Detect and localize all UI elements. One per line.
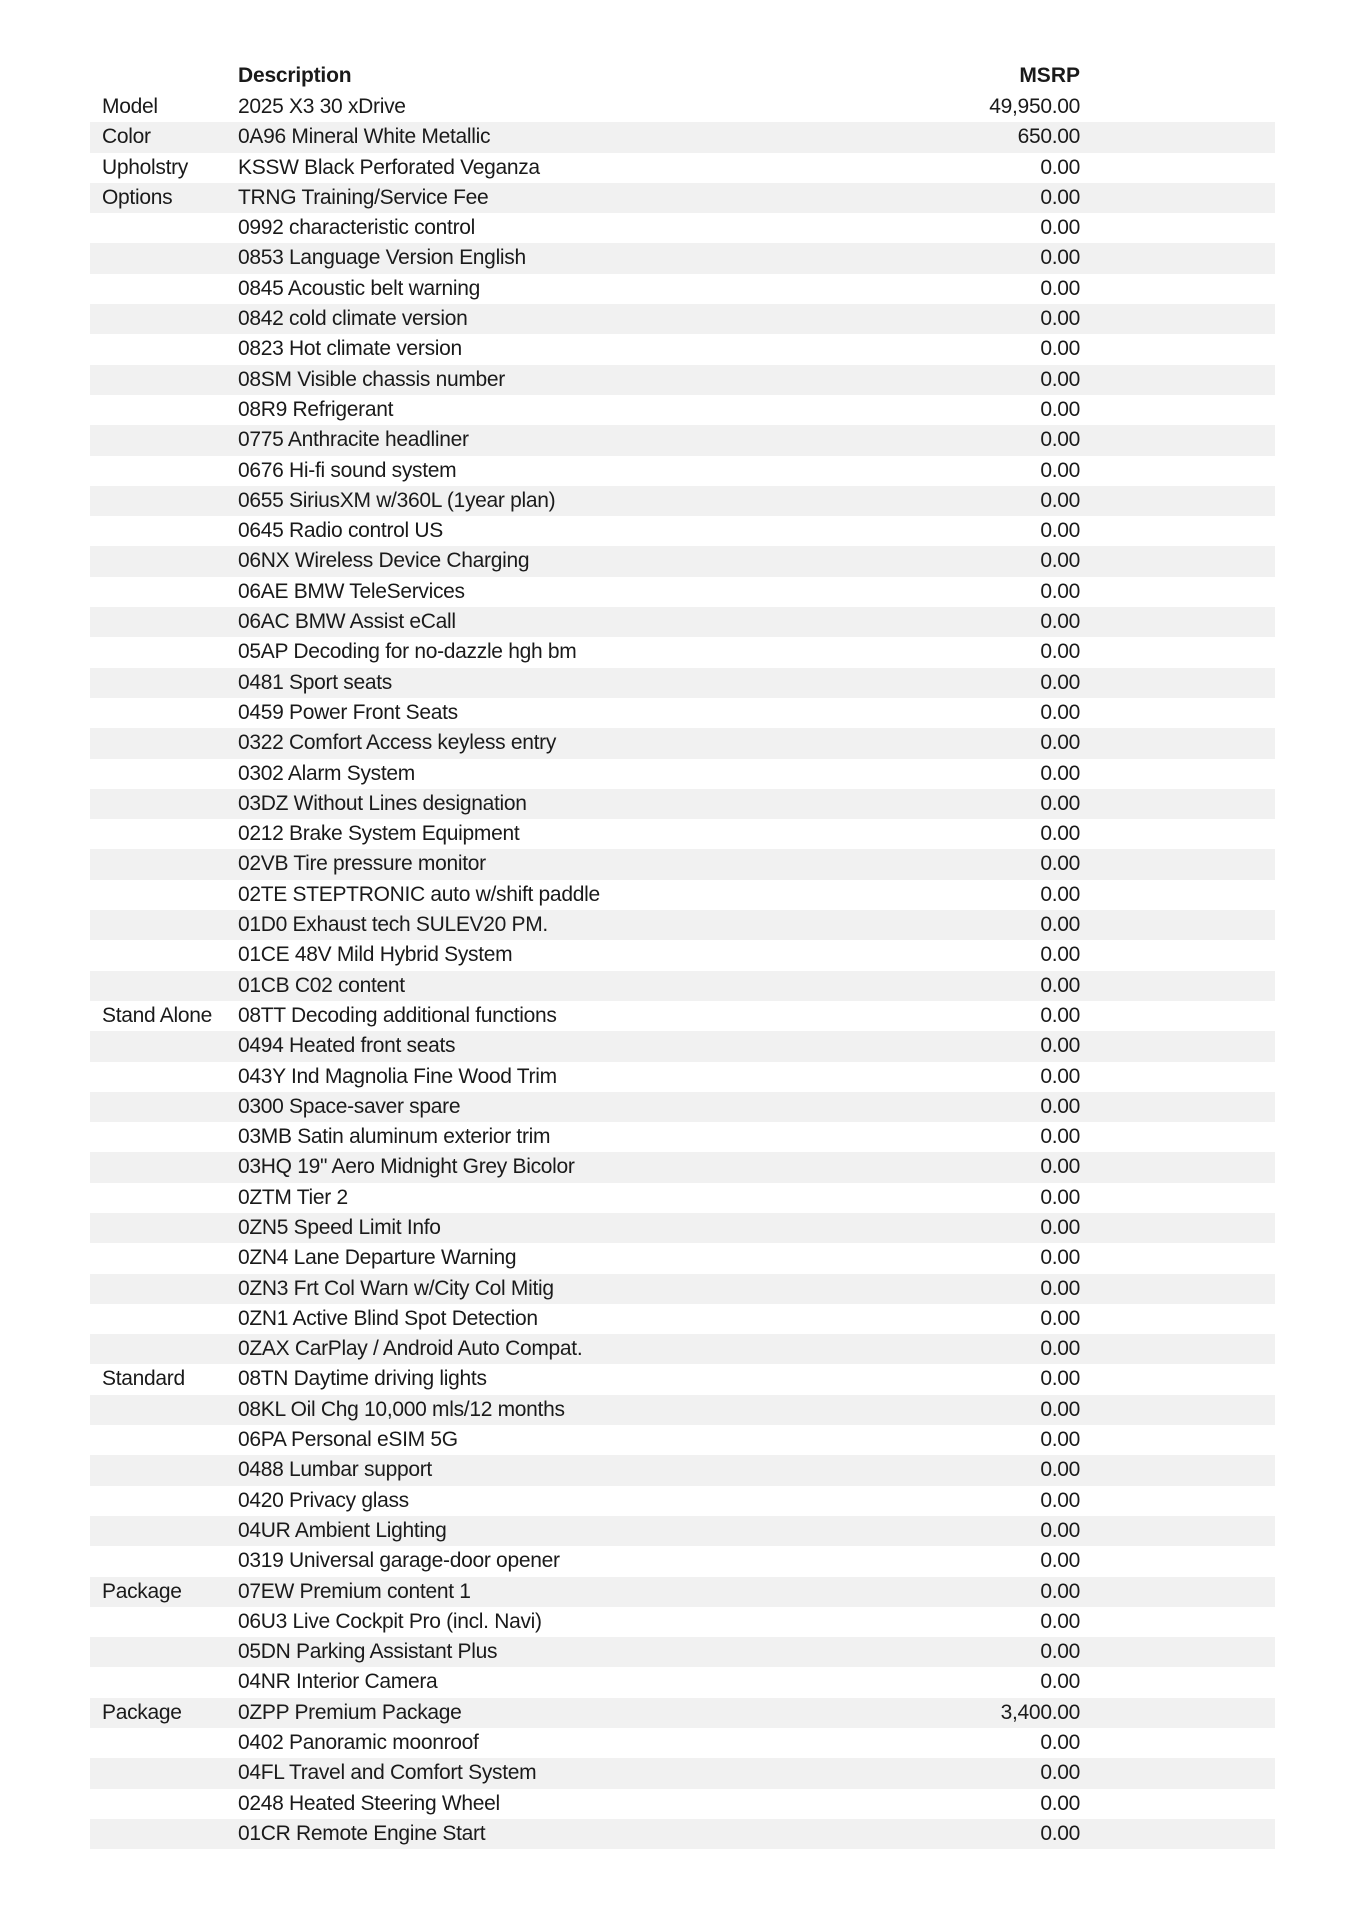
msrp-cell: 0.00 <box>1040 1458 1080 1482</box>
category-cell: Standard <box>102 1367 185 1391</box>
msrp-cell: 0.00 <box>1040 913 1080 937</box>
description-cell: 08KL Oil Chg 10,000 mls/12 months <box>238 1397 565 1421</box>
msrp-cell: 0.00 <box>1040 1215 1080 1239</box>
table-row <box>90 698 1275 728</box>
description-column-header: Description <box>238 64 352 87</box>
description-cell: 0845 Acoustic belt warning <box>238 276 481 300</box>
table-row <box>90 880 1275 910</box>
description-cell: 0494 Heated front seats <box>238 1034 456 1058</box>
msrp-cell: 0.00 <box>1040 276 1080 300</box>
category-cell: Color <box>102 125 151 149</box>
description-cell: 0402 Panoramic moonroof <box>238 1731 479 1755</box>
description-cell: 08TT Decoding additional functions <box>238 1003 557 1027</box>
description-cell: 0ZN1 Active Blind Spot Detection <box>238 1306 538 1330</box>
table-row <box>90 1334 1275 1364</box>
description-cell: 04FL Travel and Comfort System <box>238 1761 537 1785</box>
description-cell: 02VB Tire pressure monitor <box>238 852 486 876</box>
msrp-cell: 0.00 <box>1040 761 1080 785</box>
msrp-cell: 0.00 <box>1040 822 1080 846</box>
table-row <box>90 395 1275 425</box>
table-row <box>90 1122 1275 1152</box>
table-row <box>90 122 1275 152</box>
table-row <box>90 759 1275 789</box>
table-row <box>90 365 1275 395</box>
category-cell: Upholstry <box>102 155 188 179</box>
msrp-cell: 0.00 <box>1040 185 1080 209</box>
msrp-cell: 0.00 <box>1040 1185 1080 1209</box>
description-cell: 08SM Visible chassis number <box>238 367 505 391</box>
table-row <box>90 1092 1275 1122</box>
description-cell: 03DZ Without Lines designation <box>238 791 527 815</box>
table-row <box>90 1243 1275 1273</box>
table-row <box>90 1031 1275 1061</box>
description-cell: 0823 Hot climate version <box>238 337 462 361</box>
table-row <box>90 789 1275 819</box>
description-cell: 0ZPP Premium Package <box>238 1700 462 1724</box>
table-row <box>90 153 1275 183</box>
description-cell: 0248 Heated Steering Wheel <box>238 1791 500 1815</box>
msrp-cell: 0.00 <box>1040 1367 1080 1391</box>
msrp-cell: 0.00 <box>1040 246 1080 270</box>
description-cell: 06AC BMW Assist eCall <box>238 610 456 634</box>
description-cell: 043Y Ind Magnolia Fine Wood Trim <box>238 1064 557 1088</box>
msrp-cell: 0.00 <box>1040 519 1080 543</box>
description-cell: 0212 Brake System Equipment <box>238 822 520 846</box>
table-row <box>90 304 1275 334</box>
description-cell: 04NR Interior Camera <box>238 1670 438 1694</box>
msrp-cell: 0.00 <box>1040 1609 1080 1633</box>
msrp-cell: 0.00 <box>1040 1731 1080 1755</box>
description-cell: 05DN Parking Assistant Plus <box>238 1640 498 1664</box>
description-cell: 01CE 48V Mild Hybrid System <box>238 943 513 967</box>
msrp-cell: 0.00 <box>1040 307 1080 331</box>
category-cell: Package <box>102 1700 182 1724</box>
line-items <box>90 92 1275 1849</box>
category-cell: Model <box>102 95 158 118</box>
table-row <box>90 1395 1275 1425</box>
category-cell: Package <box>102 1579 182 1603</box>
table-row <box>90 910 1275 940</box>
table-row <box>90 1728 1275 1758</box>
msrp-cell: 0.00 <box>1040 1306 1080 1330</box>
description-cell: 0655 SiriusXM w/360L (1year plan) <box>238 488 556 512</box>
msrp-cell: 0.00 <box>1040 852 1080 876</box>
msrp-cell: 0.00 <box>1040 1549 1080 1573</box>
description-cell: 02TE STEPTRONIC auto w/shift paddle <box>238 882 600 906</box>
table-row <box>90 849 1275 879</box>
table-row <box>90 1304 1275 1334</box>
msrp-column-header: MSRP <box>1019 64 1080 87</box>
msrp-cell: 0.00 <box>1040 1003 1080 1027</box>
table-row <box>90 1546 1275 1576</box>
description-cell: TRNG Training/Service Fee <box>238 185 489 209</box>
msrp-cell: 0.00 <box>1040 1761 1080 1785</box>
description-cell: 06AE BMW TeleServices <box>238 579 465 603</box>
table-row <box>90 1274 1275 1304</box>
table-row <box>90 940 1275 970</box>
description-cell: 0842 cold climate version <box>238 307 468 331</box>
description-cell: 0853 Language Version English <box>238 246 526 270</box>
msrp-cell: 0.00 <box>1040 1276 1080 1300</box>
msrp-cell: 0.00 <box>1040 700 1080 724</box>
description-cell: KSSW Black Perforated Veganza <box>238 155 540 179</box>
table-row <box>90 1455 1275 1485</box>
table-row <box>90 668 1275 698</box>
table-row <box>90 274 1275 304</box>
description-cell: 05AP Decoding for no-dazzle hgh bm <box>238 640 577 664</box>
msrp-cell: 0.00 <box>1040 1518 1080 1542</box>
description-cell: 08R9 Refrigerant <box>238 397 394 421</box>
description-cell: 0302 Alarm System <box>238 761 415 785</box>
table-row <box>90 1486 1275 1516</box>
msrp-cell: 0.00 <box>1040 610 1080 634</box>
description-cell: 0488 Lumbar support <box>238 1458 432 1482</box>
msrp-cell: 0.00 <box>1040 458 1080 482</box>
description-cell: 0ZN4 Lane Departure Warning <box>238 1246 517 1270</box>
table-row <box>90 92 1275 122</box>
table-row <box>90 1758 1275 1788</box>
description-cell: 0420 Privacy glass <box>238 1488 409 1512</box>
table-row <box>90 1819 1275 1849</box>
table-row <box>90 486 1275 516</box>
msrp-cell: 0.00 <box>1040 1155 1080 1179</box>
table-row <box>90 637 1275 667</box>
msrp-cell: 0.00 <box>1040 882 1080 906</box>
msrp-cell: 0.00 <box>1040 943 1080 967</box>
table-row <box>90 213 1275 243</box>
table-row <box>90 243 1275 273</box>
description-cell: 0459 Power Front Seats <box>238 700 458 724</box>
table-row <box>90 1516 1275 1546</box>
table-row <box>90 1637 1275 1667</box>
msrp-cell: 650.00 <box>1017 125 1080 149</box>
description-cell: 06PA Personal eSIM 5G <box>238 1428 458 1452</box>
msrp-cell: 0.00 <box>1040 1064 1080 1088</box>
msrp-cell: 0.00 <box>1040 1488 1080 1512</box>
table-row <box>90 1001 1275 1031</box>
description-cell: 2025 X3 30 xDrive <box>238 95 406 118</box>
table-row <box>90 607 1275 637</box>
category-cell: Options <box>102 185 173 209</box>
table-row <box>90 546 1275 576</box>
table-row <box>90 1062 1275 1092</box>
table-row <box>90 1667 1275 1697</box>
table-row <box>90 1152 1275 1182</box>
msrp-cell: 0.00 <box>1040 1125 1080 1149</box>
table-row <box>90 819 1275 849</box>
description-cell: 0ZTM Tier 2 <box>238 1185 348 1209</box>
description-cell: 03MB Satin aluminum exterior trim <box>238 1125 551 1149</box>
table-row <box>90 425 1275 455</box>
description-cell: 0645 Radio control US <box>238 519 443 543</box>
msrp-cell: 49,950.00 <box>989 95 1080 118</box>
description-cell: 08TN Daytime driving lights <box>238 1367 487 1391</box>
table-row <box>90 1698 1275 1728</box>
description-cell: 01CR Remote Engine Start <box>238 1821 486 1845</box>
price-sheet <box>90 62 1275 1849</box>
table-row <box>90 1577 1275 1607</box>
msrp-cell: 0.00 <box>1040 155 1080 179</box>
description-cell: 03HQ 19" Aero Midnight Grey Bicolor <box>238 1155 575 1179</box>
msrp-cell: 0.00 <box>1040 1094 1080 1118</box>
msrp-cell: 0.00 <box>1040 1821 1080 1845</box>
msrp-cell: 0.00 <box>1040 549 1080 573</box>
table-row <box>90 334 1275 364</box>
table-row <box>90 1607 1275 1637</box>
table-row <box>90 516 1275 546</box>
table-row <box>90 728 1275 758</box>
description-cell: 0ZN5 Speed Limit Info <box>238 1215 441 1239</box>
description-cell: 0992 characteristic control <box>238 216 476 240</box>
msrp-cell: 0.00 <box>1040 579 1080 603</box>
table-row <box>90 1183 1275 1213</box>
table-row <box>90 577 1275 607</box>
table-row <box>90 971 1275 1001</box>
msrp-cell: 0.00 <box>1040 1397 1080 1421</box>
msrp-cell: 3,400.00 <box>1000 1700 1080 1724</box>
table-row <box>90 1425 1275 1455</box>
category-cell: Stand Alone <box>102 1003 212 1027</box>
description-cell: 04UR Ambient Lighting <box>238 1518 447 1542</box>
description-cell: 01D0 Exhaust tech SULEV20 PM. <box>238 913 548 937</box>
msrp-cell: 0.00 <box>1040 337 1080 361</box>
description-cell: 0322 Comfort Access keyless entry <box>238 731 557 755</box>
description-cell: 0676 Hi-fi sound system <box>238 458 457 482</box>
table-row <box>90 456 1275 486</box>
description-cell: 06NX Wireless Device Charging <box>238 549 530 573</box>
table-row <box>90 183 1275 213</box>
table-row <box>90 1789 1275 1819</box>
msrp-cell: 0.00 <box>1040 731 1080 755</box>
msrp-cell: 0.00 <box>1040 1034 1080 1058</box>
table-row <box>90 1364 1275 1394</box>
description-cell: 0ZN3 Frt Col Warn w/City Col Mitig <box>238 1276 554 1300</box>
msrp-cell: 0.00 <box>1040 367 1080 391</box>
msrp-cell: 0.00 <box>1040 1640 1080 1664</box>
table-row <box>90 1213 1275 1243</box>
description-cell: 06U3 Live Cockpit Pro (incl. Navi) <box>238 1609 542 1633</box>
msrp-cell: 0.00 <box>1040 216 1080 240</box>
msrp-cell: 0.00 <box>1040 1246 1080 1270</box>
description-cell: 0A96 Mineral White Metallic <box>238 125 491 149</box>
msrp-cell: 0.00 <box>1040 397 1080 421</box>
msrp-cell: 0.00 <box>1040 1337 1080 1361</box>
description-cell: 01CB C02 content <box>238 973 405 997</box>
msrp-cell: 0.00 <box>1040 428 1080 452</box>
description-cell: 0ZAX CarPlay / Android Auto Compat. <box>238 1337 583 1361</box>
msrp-cell: 0.00 <box>1040 791 1080 815</box>
msrp-cell: 0.00 <box>1040 670 1080 694</box>
description-cell: 0481 Sport seats <box>238 670 392 694</box>
description-cell: 0319 Universal garage-door opener <box>238 1549 560 1573</box>
description-cell: 0775 Anthracite headliner <box>238 428 469 452</box>
msrp-cell: 0.00 <box>1040 1579 1080 1603</box>
msrp-cell: 0.00 <box>1040 1428 1080 1452</box>
msrp-cell: 0.00 <box>1040 1791 1080 1815</box>
msrp-cell: 0.00 <box>1040 488 1080 512</box>
table-header <box>90 62 1275 92</box>
msrp-cell: 0.00 <box>1040 973 1080 997</box>
msrp-cell: 0.00 <box>1040 1670 1080 1694</box>
description-cell: 0300 Space-saver spare <box>238 1094 461 1118</box>
msrp-cell: 0.00 <box>1040 640 1080 664</box>
description-cell: 07EW Premium content 1 <box>238 1579 471 1603</box>
